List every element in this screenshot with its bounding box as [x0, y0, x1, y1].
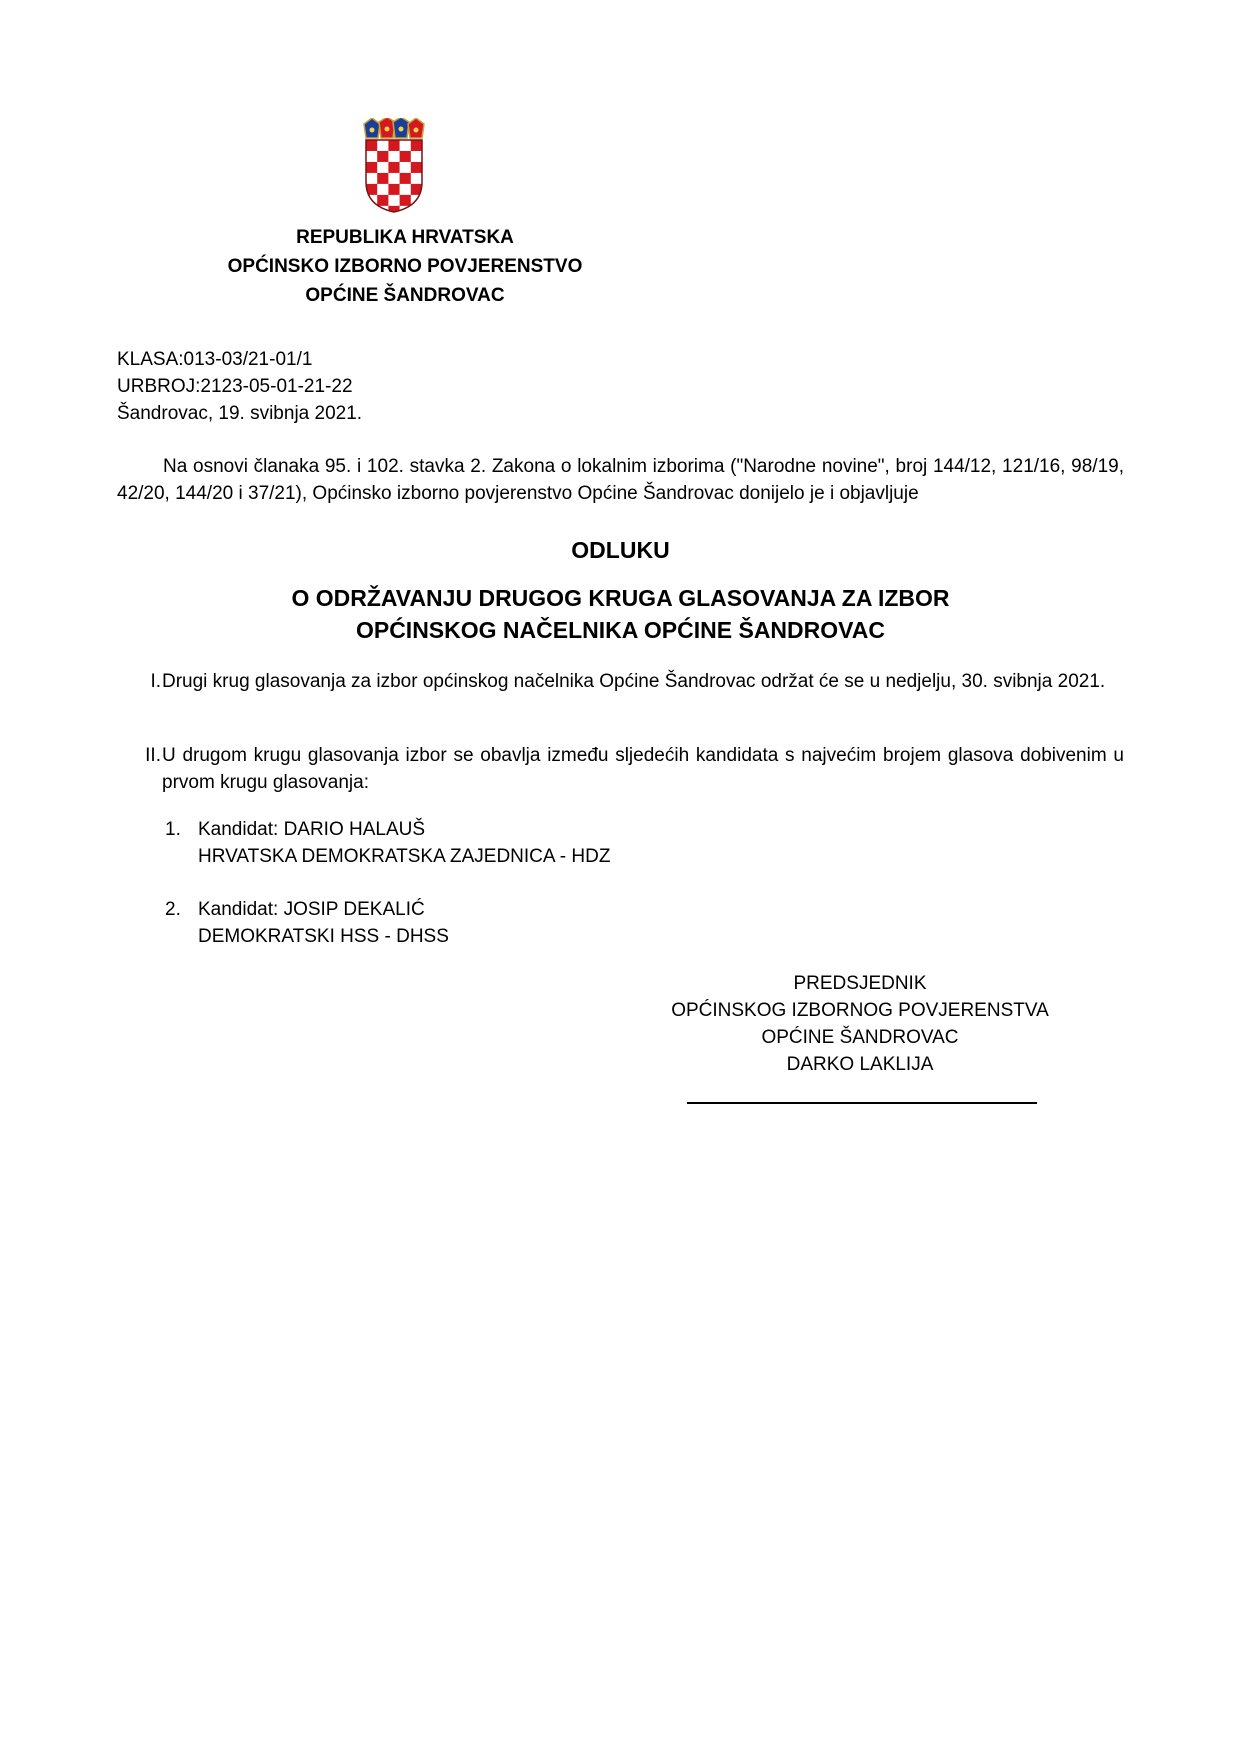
subtitle-line-2: OPĆINSKOG NAČELNIKA OPĆINE ŠANDROVAC — [355, 617, 886, 643]
candidate-number: 2. — [165, 899, 181, 920]
header-commission: OPĆINSKO IZBORNO POVJERENSTVO — [227, 256, 583, 277]
checker-square — [388, 151, 400, 162]
klasa-number: KLASA:013-03/21-01/1 — [117, 349, 313, 370]
section-i — [117, 668, 1124, 695]
signature-line — [687, 1102, 1037, 1104]
checker-square — [377, 151, 389, 162]
checker-square — [366, 206, 378, 214]
checker-square — [377, 195, 389, 206]
candidate-number: 1. — [165, 819, 181, 840]
checker-square — [366, 140, 378, 151]
checker-square — [400, 184, 412, 195]
checker-square — [388, 140, 400, 151]
section-number: II. — [145, 745, 161, 766]
candidate-name: Kandidat: JOSIP DEKALIĆ — [198, 899, 425, 920]
checker-square — [366, 151, 378, 162]
checker-square — [411, 140, 423, 151]
checker-square — [400, 173, 412, 184]
checker-square — [400, 151, 412, 162]
checker-square — [411, 173, 423, 184]
candidate-1 — [165, 816, 610, 870]
candidate-party: DEMOKRATSKI HSS - DHSS — [198, 926, 449, 947]
checker-square — [366, 162, 378, 173]
checker-square — [388, 206, 400, 214]
header-republic: REPUBLIKA HRVATSKA — [296, 227, 514, 248]
intro-paragraph: Na osnovi članaka 95. i 102. stavka 2. Zakona o lokalnim izborima ("Narodne novine", broj 144/12, 121/16, 98/19, 42/20, 144/20 i 37/21), Općinsko izborno povjerenstvo Općine Šandrovac donijelo je i objavljuje — [117, 456, 1124, 504]
coat-of-arms-icon — [358, 118, 430, 214]
signature-body: OPĆINSKOG IZBORNOG POVJERENSTVA — [671, 1000, 1049, 1021]
checker-square — [400, 140, 412, 151]
section-text: Drugi krug glasovanja za izbor općinskog načelnika Općine Šandrovac održat će se u nedjelju, 30. svibnja 2021. — [162, 671, 1106, 692]
candidate-2 — [165, 896, 449, 950]
checker-square — [411, 151, 423, 162]
candidate-name: Kandidat: DARIO HALAUŠ — [198, 819, 426, 840]
signature-role: PREDSJEDNIK — [793, 973, 927, 994]
signature-municipality: OPĆINE ŠANDROVAC — [761, 1027, 959, 1048]
document-title: ODLUKU — [571, 537, 670, 563]
subtitle-line-1: O ODRŽAVANJU DRUGOG KRUGA GLASOVANJA ZA IZBOR — [291, 585, 950, 611]
checker-square — [388, 184, 400, 195]
checker-square — [388, 195, 400, 206]
candidate-party: HRVATSKA DEMOKRATSKA ZAJEDNICA - HDZ — [198, 846, 611, 867]
place-date: Šandrovac, 19. svibnja 2021. — [117, 403, 363, 424]
checker-square — [400, 195, 412, 206]
document-metadata — [117, 346, 362, 427]
document-subtitle — [117, 582, 1124, 646]
section-ii — [117, 742, 1124, 796]
checker-square — [377, 140, 389, 151]
signature-block — [640, 970, 1080, 1078]
section-number: I. — [150, 671, 161, 692]
checker-square — [411, 206, 423, 214]
checker-square — [388, 162, 400, 173]
signatory-name: DARKO LAKLIJA — [786, 1054, 934, 1075]
checker-square — [388, 173, 400, 184]
header-municipality: OPĆINE ŠANDROVAC — [305, 285, 505, 306]
checker-square — [411, 162, 423, 173]
issuer-header — [170, 223, 640, 310]
urbroj-number: URBROJ:2123-05-01-21-22 — [117, 376, 353, 397]
checker-square — [400, 162, 412, 173]
checker-square — [377, 184, 389, 195]
checker-square — [377, 173, 389, 184]
checker-square — [377, 162, 389, 173]
checker-square — [366, 173, 378, 184]
section-text: U drugom krugu glasovanja izbor se obavlja između sljedećih kandidata s najvećim brojem glasova dobivenim u prvom krugu glasovanja: — [162, 745, 1124, 793]
crown — [364, 118, 424, 138]
